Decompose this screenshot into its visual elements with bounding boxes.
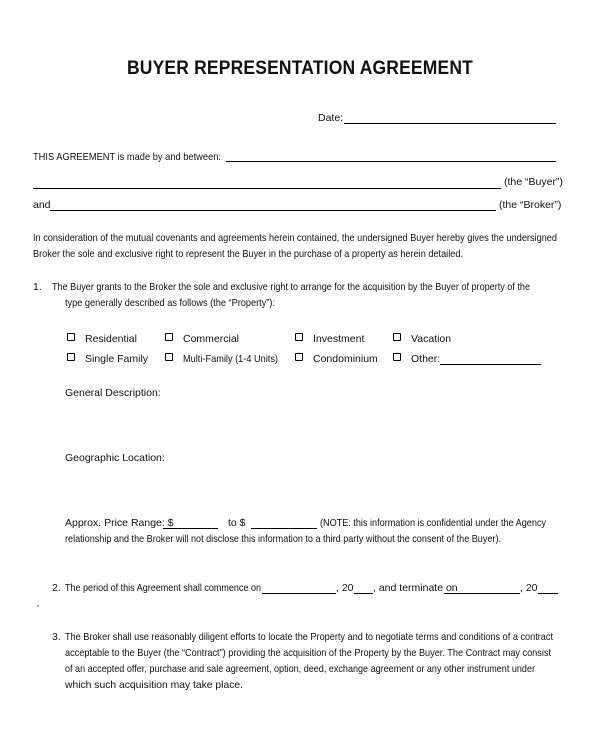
section-3-line-4: which such acquisition may take place. [65,679,243,691]
other-checkbox[interactable] [393,353,401,361]
section-2-commence-text: The period of this Agreement shall commence on [65,582,261,594]
section-1-number: 1. [33,281,42,293]
general-description-label: General Description: [65,387,161,399]
single-family-label: Single Family [85,353,149,365]
vacation-checkbox[interactable] [393,333,401,341]
multi-family-checkbox[interactable] [165,353,173,361]
section-1-line-2: type generally described as follows (the “Property”): [65,297,275,309]
commence-date-field[interactable] [262,593,336,594]
commercial-checkbox[interactable] [165,333,173,341]
investment-label: Investment [313,333,365,345]
price-range-label: Approx. Price Range: $ [65,517,174,529]
other-label: Other: [411,353,441,365]
price-note-line-2: relationship and the Broker will not disclose this information to a third party without the consent of the Buyer). [65,533,501,545]
investment-checkbox[interactable] [295,333,303,341]
broker-tag: (the “Broker”) [499,199,562,211]
section-3-line-3: of an accepted offer, purchase and sale agreement, option, deed, exchange agreement or any other instrument under [65,663,535,675]
consideration-line-2: Broker the sole and exclusive right to represent the Buyer in the purchase of a property as herein detailed. [33,248,463,260]
commercial-label: Commercial [183,333,240,345]
section-2-terminate-text: , and terminate on [373,582,458,594]
section-2-year-prefix-1: , 20 [336,582,354,594]
consideration-line-1: In consideration of the mutual covenants and agreements herein contained, the undersigned Buyer hereby gives the undersigned [33,232,557,244]
condominium-label: Condominium [313,353,378,365]
section-3-line-2: acceptable to the Buyer (the “Contract”) providing the acquisition of the Property by the Buyer. The Contract may consist [65,647,551,659]
residential-label: Residential [85,333,137,345]
residential-checkbox[interactable] [67,333,75,341]
and-label: and [33,199,51,211]
broker-name-field[interactable] [50,210,496,211]
section-1-line-1: The Buyer grants to the Broker the sole and exclusive right to arrange for the acquisition by the Buyer of property of the [52,281,530,293]
price-min-field[interactable] [163,528,218,529]
terminate-year-field[interactable] [538,593,558,594]
date-label: Date: [318,112,344,124]
multi-family-label: Multi-Family (1-4 Units) [183,353,278,365]
party-line-1[interactable] [226,161,556,162]
margin-mark: · [36,598,40,612]
other-field[interactable] [440,364,541,365]
date-field[interactable] [344,123,556,124]
commence-year-field[interactable] [354,593,373,594]
section-3-number: 3. [52,631,61,643]
section-2-number: 2. [52,582,61,594]
section-3-line-1: The Broker shall use reasonably diligent efforts to locate the Property and to negotiate terms and conditions of a contract [65,631,553,643]
price-range-to: to $ [228,517,246,529]
buyer-tag: (the “Buyer”) [504,176,563,188]
price-note: (NOTE: this information is confidential under the Agency [320,517,546,529]
document-title: BUYER REPRESENTATION AGREEMENT [126,58,474,79]
terminate-date-field[interactable] [444,593,520,594]
section-2-year-prefix-2: , 20 [520,582,538,594]
price-max-field[interactable] [251,528,317,529]
single-family-checkbox[interactable] [67,353,75,361]
condominium-checkbox[interactable] [295,353,303,361]
geographic-location-label: Geographic Location: [65,452,165,464]
agreement-between-label: THIS AGREEMENT is made by and between: [33,151,221,163]
vacation-label: Vacation [411,333,452,345]
buyer-name-field[interactable] [33,188,501,189]
